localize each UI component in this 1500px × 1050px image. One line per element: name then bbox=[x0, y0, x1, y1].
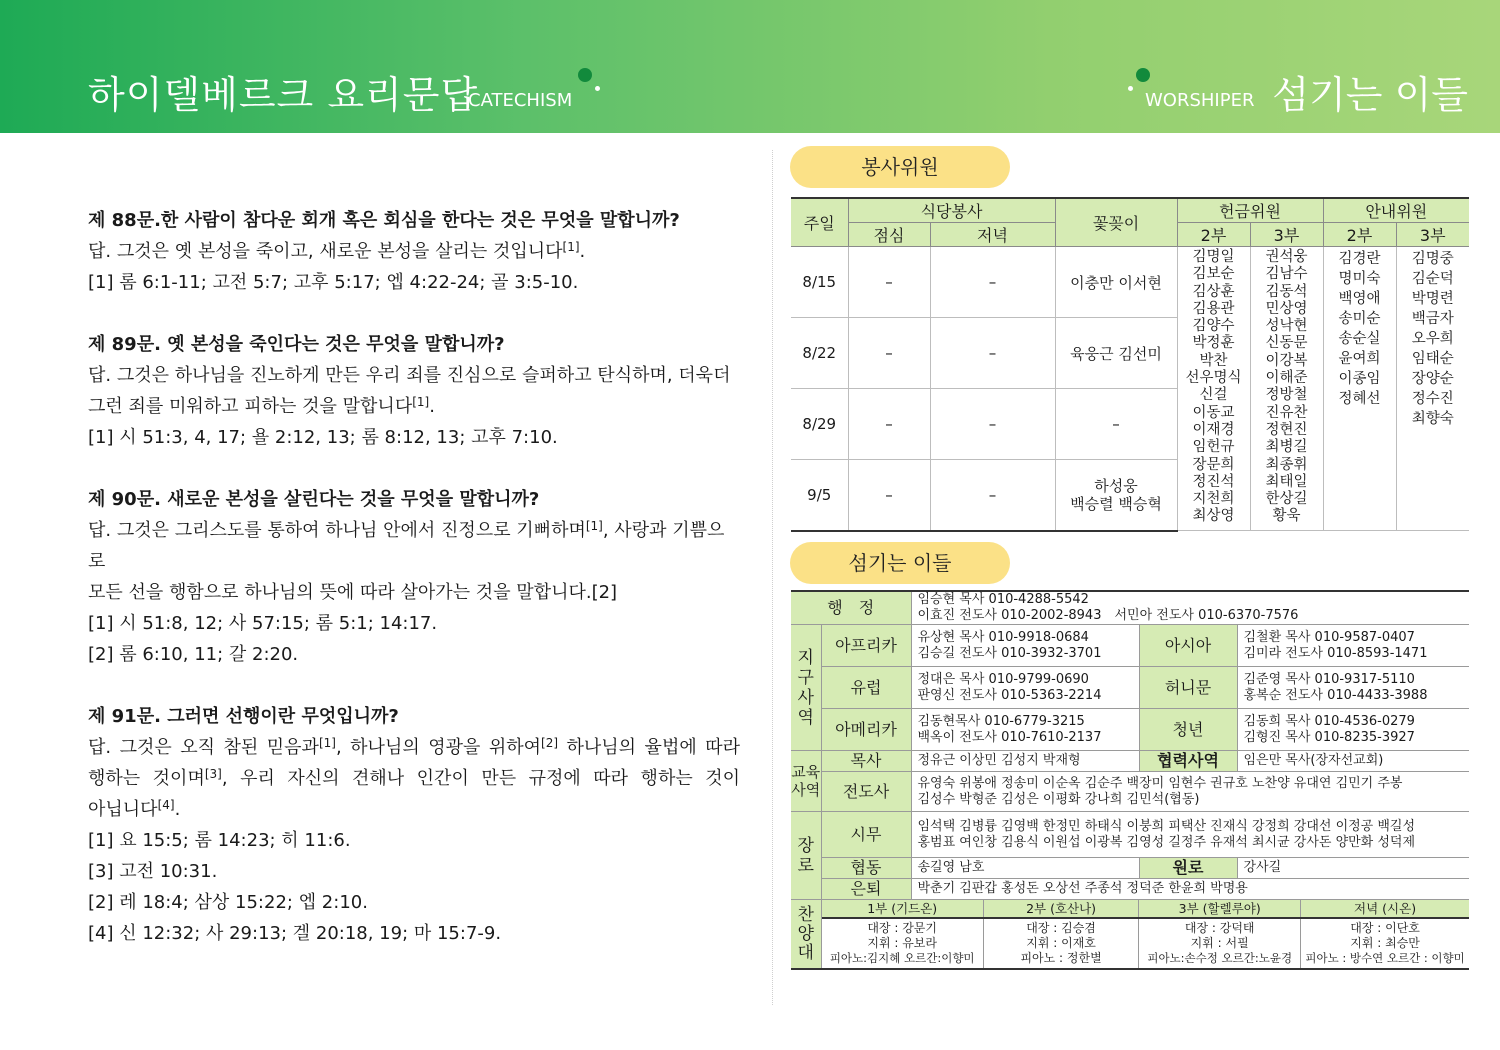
decor-dot-icon bbox=[578, 68, 592, 82]
header-usher-p2: 2부 bbox=[1323, 223, 1396, 247]
table-cell-lunch: – bbox=[848, 247, 930, 318]
admin-label: 행 정 bbox=[791, 591, 911, 625]
answer-line: 그런 죄를 미워하고 피하는 것을 말합니다[1]. bbox=[88, 395, 435, 417]
table-cell-dinner: – bbox=[930, 247, 1055, 318]
hermon-contacts: 김준영 목사 010-9317-5110 홍복순 전도사 010-4433-3988 bbox=[1237, 667, 1469, 709]
decor-dot-small-icon bbox=[1128, 86, 1133, 91]
active-elder-label: 시무 bbox=[821, 812, 911, 858]
hermon-label: 허니문 bbox=[1139, 667, 1237, 709]
answer-line: 아닙니다[4]. bbox=[88, 798, 181, 820]
choir-details: 대장 : 강문기 지휘 : 유보라 피아노:김지혜 오르간:이향미 bbox=[822, 918, 984, 968]
table-cell-dinner: – bbox=[930, 318, 1055, 389]
pastor-label: 목사 bbox=[821, 751, 911, 772]
asia-contacts: 김철환 목사 010-9587-0407 김미라 전도사 010-8593-1471 bbox=[1237, 625, 1469, 667]
catechism-q89 bbox=[88, 329, 740, 453]
table-cell-date: 8/29 bbox=[791, 389, 848, 460]
table-cell-dinner: – bbox=[930, 389, 1055, 460]
asia-label: 아시아 bbox=[1139, 625, 1237, 667]
decor-dot-icon bbox=[1136, 68, 1150, 82]
answer-line: 답. 그것은 그리스도를 통하여 하나님 안에서 진정으로 기뻐하며[1], 사랑과 기쁨으로 bbox=[88, 519, 725, 572]
header-flowers: 꽃꽂이 bbox=[1055, 198, 1177, 247]
table-cell-dinner: – bbox=[930, 460, 1055, 531]
offering-p2-list: 김명일 김보순 김상훈 김용관 김양수 박정훈 박찬 선우명식 신걸 이동교 이재경 임헌규 장문희 정진석 지천희 최상영 bbox=[1177, 247, 1250, 531]
choir-grid bbox=[821, 900, 1469, 970]
answer-line: 모든 선을 행함으로 하나님의 뜻에 따라 살아가는 것을 말합니다.[2] bbox=[88, 582, 618, 603]
answer: 답. 그것은 옛 본성을 죽이고, 새로운 본성을 살리는 것입니다[1]. bbox=[88, 240, 586, 262]
emeritus-names: 강사길 bbox=[1237, 858, 1469, 879]
reference: [4] 신 12:32; 사 29:13; 겔 20:18, 19; 마 15:7-9. bbox=[88, 923, 502, 944]
table-cell-flowers: 하성웅 백승렬 백승혁 bbox=[1055, 460, 1177, 531]
choir-details: 대장 : 이단호 지휘 : 최승만 피아노 : 방수연 오르간 : 이향미 bbox=[1301, 918, 1469, 968]
pastor-names: 정유근 이상민 김성지 박재형 bbox=[911, 751, 1139, 772]
header-usher-p3: 3부 bbox=[1396, 223, 1469, 247]
catechism-title: 하이델베르크 요리문답 bbox=[88, 73, 479, 117]
offering-p3-list: 권석웅 김남수 김동석 민상영 성낙현 신동문 이강복 이해준 정방철 진유찬 정현진 최병길 최종휘 최태일 한상길 황욱 bbox=[1250, 247, 1323, 531]
cooperation-label: 협력사역 bbox=[1139, 751, 1237, 772]
reference: [2] 레 18:4; 삼상 15:22; 엡 2:10. bbox=[88, 892, 368, 913]
choir-name: 저녁 (시온) bbox=[1301, 900, 1469, 918]
evangelist-label: 전도사 bbox=[821, 772, 911, 812]
header-usher: 안내위원 bbox=[1323, 198, 1469, 223]
question: 제 90문. 새로운 본성을 살린다는 것을 무엇을 말합니까? bbox=[88, 489, 540, 510]
africa-label: 아프리카 bbox=[821, 625, 911, 667]
table-cell-date: 8/22 bbox=[791, 318, 848, 389]
question: 제 89문. 옛 본성을 죽인다는 것은 무엇을 말합니까? bbox=[88, 334, 505, 355]
reference: [1] 요 15:5; 롬 14:23; 히 11:6. bbox=[88, 830, 351, 851]
choir-details: 대장 : 강덕태 지휘 : 서필 피아노:손수정 오르간:노윤경 bbox=[1139, 918, 1301, 968]
emeritus-label: 원로 bbox=[1139, 858, 1237, 879]
education-label: 교육 사역 bbox=[791, 751, 821, 812]
question: 제 88문.한 사람이 참다운 회개 혹은 회심을 한다는 것은 무엇을 말합니까? bbox=[88, 210, 680, 231]
europe-contacts: 정대은 목사 010-9799-0690 판영신 전도사 010-5363-2214 bbox=[911, 667, 1139, 709]
region-label: 지 구 사 역 bbox=[791, 625, 821, 751]
choir-details: 대장 : 김승겸 지휘 : 이재호 피아노 : 정한별 bbox=[983, 918, 1138, 968]
table-cell-flowers: – bbox=[1055, 389, 1177, 460]
associate-elder-label: 협동 bbox=[821, 858, 911, 879]
choir-name: 2부 (호산나) bbox=[983, 900, 1138, 918]
retired-label: 은퇴 bbox=[821, 879, 911, 900]
header-lunch: 점심 bbox=[848, 223, 930, 247]
america-contacts: 김동현목사 010-6779-3215 백옥이 전도사 010-7610-2137 bbox=[911, 709, 1139, 751]
question: 제 91문. 그러면 선행이란 무엇입니까? bbox=[88, 706, 399, 727]
header-banner bbox=[0, 0, 1500, 133]
header-offering: 헌금위원 bbox=[1177, 198, 1323, 223]
worshipers-heading: 섬기는 이들 bbox=[790, 542, 1010, 584]
america-label: 아메리카 bbox=[821, 709, 911, 751]
answer-line: 답. 그것은 하나님을 진노하게 만든 우리 죄를 진심으로 슬퍼하고 탄식하며, 더욱더 bbox=[88, 365, 731, 386]
table-cell-date: 8/15 bbox=[791, 247, 848, 318]
cooperation-text: 임은만 목사(장자선교회) bbox=[1237, 751, 1469, 772]
reference: [3] 고전 10:31. bbox=[88, 861, 218, 882]
worshipers-table bbox=[791, 590, 1469, 970]
catechism-q88 bbox=[88, 205, 740, 298]
worshiper-title: 섬기는 이들 bbox=[1272, 73, 1468, 117]
header-kitchen: 식당봉사 bbox=[848, 198, 1055, 223]
volunteers-heading: 봉사위원 bbox=[790, 146, 1010, 188]
catechism-q90 bbox=[88, 484, 740, 670]
table-cell-date: 9/5 bbox=[791, 460, 848, 531]
elders-label: 장 로 bbox=[791, 812, 821, 900]
header-offering-p3: 3부 bbox=[1250, 223, 1323, 247]
choir-name: 1부 (기드온) bbox=[822, 900, 984, 918]
header-offering-p2: 2부 bbox=[1177, 223, 1250, 247]
evangelist-names: 유영숙 위봉애 정송미 이순옥 김순주 백장미 임현수 권규호 노찬양 유대연 김민기 주봉 김성수 박형준 김성은 이평화 강나희 김민석(협동) bbox=[911, 772, 1469, 812]
africa-contacts: 유상현 목사 010-9918-0684 김승길 전도사 010-3932-3701 bbox=[911, 625, 1139, 667]
choir-name: 3부 (할렐루야) bbox=[1139, 900, 1301, 918]
worshiper-subtitle: WORSHIPER bbox=[1145, 90, 1255, 111]
header-dinner: 저녁 bbox=[930, 223, 1055, 247]
table-cell-flowers: 육웅근 김선미 bbox=[1055, 318, 1177, 389]
youth-contacts: 김동희 목사 010-4536-0279 김형진 목사 010-8235-3927 bbox=[1237, 709, 1469, 751]
table-cell-flowers: 이충만 이서현 bbox=[1055, 247, 1177, 318]
volunteers-table bbox=[791, 197, 1469, 532]
reference: [1] 시 51:3, 4, 17; 욜 2:12, 13; 롬 8:12, 13; 고후 7:10. bbox=[88, 427, 558, 448]
answer-line: 답. 그것은 오직 참된 믿음과[1], 하나님의 영광을 위하여[2] 하나님의 율법에 따라 bbox=[88, 736, 740, 758]
decor-dot-small-icon bbox=[595, 86, 600, 91]
table-cell-lunch: – bbox=[848, 389, 930, 460]
active-elder-names: 임석택 김병륭 김영백 한정민 하태식 이붕희 피택산 진재식 강정희 강대선 이정공 백길성 홍범표 여인창 김용식 이원섭 이광복 김영성 길정주 유재석 최시균 강사돈 양만화 성덕제 bbox=[911, 812, 1469, 858]
europe-label: 유럽 bbox=[821, 667, 911, 709]
catechism-subtitle: CATECHISM bbox=[468, 90, 573, 111]
admin-contacts: 임승현 목사 010-4288-5542 이효진 전도사 010-2002-8943 서민아 전도사 010-6370-7576 bbox=[911, 591, 1469, 625]
catechism-q91 bbox=[88, 701, 740, 949]
table-cell-lunch: – bbox=[848, 318, 930, 389]
youth-label: 청년 bbox=[1139, 709, 1237, 751]
table-cell-lunch: – bbox=[848, 460, 930, 531]
catechism-section bbox=[88, 205, 740, 980]
choir-label: 찬 양 대 bbox=[791, 900, 821, 970]
reference: [2] 롬 6:10, 11; 갈 2:20. bbox=[88, 644, 299, 665]
answer-line: 행하는 것이며[3], 우리 자신의 견해나 인간이 만든 규정에 따라 행하는 것이 bbox=[88, 767, 740, 789]
associate-elder-names: 송길영 남호 bbox=[911, 858, 1139, 879]
usher-p3-list: 김명중 김순덕 박명련 백금자 오우희 임태순 장양순 정수진 최향숙 bbox=[1396, 247, 1469, 531]
reference: [1] 롬 6:1-11; 고전 5:7; 고후 5:17; 엡 4:22-24; 골 3:5-10. bbox=[88, 272, 579, 293]
usher-p2-list: 김경란 명미숙 백영애 송미순 송순실 윤여희 이종임 정혜선 bbox=[1323, 247, 1396, 531]
column-divider bbox=[772, 150, 773, 1005]
reference: [1] 시 51:8, 12; 사 57:15; 롬 5:1; 14:17. bbox=[88, 613, 438, 634]
header-date: 주일 bbox=[791, 198, 848, 247]
retired-names: 박춘기 김판갑 홍성돈 오상선 주종석 정덕준 한윤희 박명용 bbox=[911, 879, 1469, 900]
